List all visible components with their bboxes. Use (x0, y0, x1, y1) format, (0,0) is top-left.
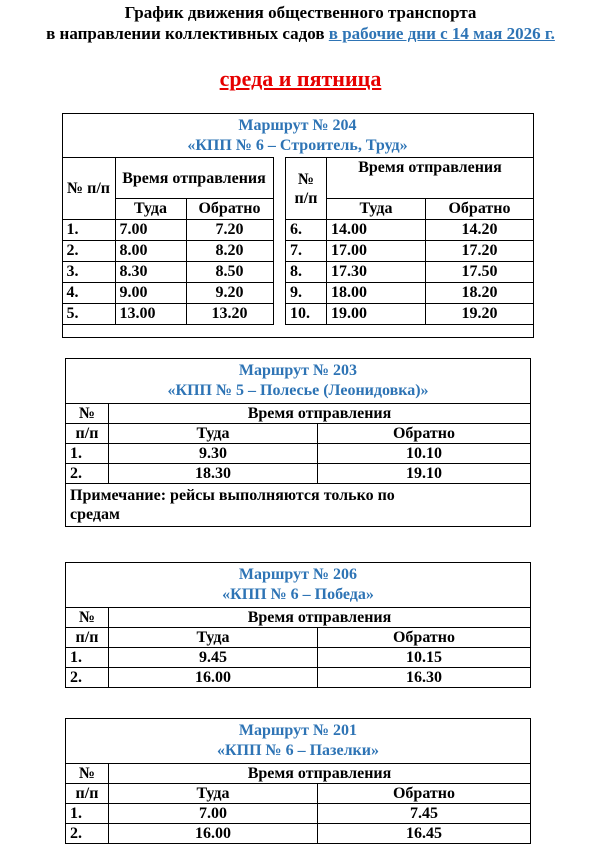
time-back: 7.20 (186, 220, 273, 241)
time-there: 17.00 (327, 241, 426, 262)
there-header: Туда (109, 628, 318, 648)
row-number: 1. (66, 804, 109, 824)
back-header: Обратно (318, 628, 531, 648)
back-header: Обратно (318, 424, 531, 444)
route-201-title: Маршрут № 201 (238, 722, 358, 739)
time-there: 17.30 (327, 262, 426, 283)
row-number: 2. (66, 668, 109, 688)
route-206-table (65, 562, 531, 688)
time-there: 16.00 (109, 824, 318, 844)
header-line-2 (0, 23, 601, 44)
num-header-top: № (66, 608, 109, 628)
time-back: 10.15 (318, 648, 531, 668)
time-back: 16.30 (318, 668, 531, 688)
time-back: 8.50 (186, 262, 273, 283)
route-203-note (66, 484, 531, 527)
route-204-subtitle: «КПП № 6 – Строитель, Труд» (187, 137, 408, 154)
route-206-subtitle: «КПП № 6 – Победа» (222, 586, 374, 603)
days-label: среда и пятница (219, 66, 382, 91)
time-there: 7.00 (115, 220, 186, 241)
time-there: 8.00 (115, 241, 186, 262)
back-header: Обратно (318, 784, 531, 804)
time-back: 19.20 (426, 304, 534, 325)
time-header: Время отправления (109, 404, 531, 424)
num-header-bottom: п/п (66, 784, 109, 804)
row-number: 3. (62, 262, 115, 283)
route-203-subtitle: «КПП № 5 – Полесье (Леонидовка)» (167, 382, 429, 399)
row-number: 8. (286, 262, 327, 283)
num-header-bottom: п/п (66, 628, 109, 648)
time-there: 9.00 (115, 283, 186, 304)
time-header: Время отправления (109, 764, 531, 784)
table-row (286, 262, 534, 283)
num-header-top: № (66, 404, 109, 424)
row-number: 9. (286, 283, 327, 304)
note-line-2: средам (70, 506, 120, 523)
time-back: 14.20 (426, 220, 534, 241)
route-206-title-cell (66, 563, 531, 608)
time-back: 18.20 (426, 283, 534, 304)
time-there: 16.00 (109, 668, 318, 688)
time-back: 8.20 (186, 241, 273, 262)
document-header (0, 0, 601, 44)
time-header: Время отправления (115, 158, 273, 199)
num-header-top: № (66, 764, 109, 784)
row-number: 1. (62, 220, 115, 241)
time-there: 9.45 (109, 648, 318, 668)
time-there: 9.30 (109, 444, 318, 464)
table-row (286, 220, 534, 241)
time-there: 7.00 (109, 804, 318, 824)
time-back: 17.20 (426, 241, 534, 262)
row-number: 2. (62, 241, 115, 262)
route-204-title-block (63, 114, 532, 156)
time-there: 8.30 (115, 262, 186, 283)
time-back: 13.20 (186, 304, 273, 325)
table-row (62, 262, 273, 283)
there-header: Туда (109, 424, 318, 444)
time-there: 19.00 (327, 304, 426, 325)
row-number: 1. (66, 444, 109, 464)
header-date-highlight: в рабочие дни с 14 мая 2026 г. (328, 24, 555, 43)
table-row (62, 241, 273, 262)
time-back: 9.20 (186, 283, 273, 304)
route-201-subtitle: «КПП № 6 – Пазелки» (217, 742, 379, 759)
row-number: 10. (286, 304, 327, 325)
row-number: 2. (66, 464, 109, 484)
time-there: 13.00 (115, 304, 186, 325)
row-number: 5. (62, 304, 115, 325)
row-number: 1. (66, 648, 109, 668)
num-header: № п/п (62, 158, 115, 220)
header-line-2-prefix: в направлении коллективных садов (46, 24, 329, 43)
route-204-right-table (285, 157, 534, 325)
back-header: Обратно (186, 199, 273, 220)
route-203-title: Маршрут № 203 (238, 362, 358, 379)
table-row (62, 220, 273, 241)
route-204-left-table (62, 157, 274, 325)
back-header: Обратно (426, 199, 534, 220)
time-header: Время отправления (327, 158, 534, 199)
there-header: Туда (115, 199, 186, 220)
time-there: 18.30 (109, 464, 318, 484)
row-number: 7. (286, 241, 327, 262)
time-back: 7.45 (318, 804, 531, 824)
time-back: 17.50 (426, 262, 534, 283)
table-row (62, 304, 273, 325)
route-203-title-cell (66, 359, 531, 404)
header-line-1: График движения общественного транспорта (124, 3, 477, 22)
there-header: Туда (327, 199, 426, 220)
route-201-table (65, 718, 531, 844)
there-header: Туда (109, 784, 318, 804)
time-back: 10.10 (318, 444, 531, 464)
num-header-bottom: п/п (66, 424, 109, 444)
time-there: 14.00 (327, 220, 426, 241)
table-row (62, 283, 273, 304)
table-row (66, 804, 531, 824)
row-number: 6. (286, 220, 327, 241)
note-line-1: Примечание: рейсы выполняются только по (70, 487, 395, 504)
route-206-title: Маршрут № 206 (238, 566, 358, 583)
row-number: 4. (62, 283, 115, 304)
route-204-block (62, 113, 534, 338)
table-row (66, 668, 531, 688)
route-203-table (65, 358, 531, 527)
table-row (66, 444, 531, 464)
time-back: 16.45 (318, 824, 531, 844)
table-row (286, 241, 534, 262)
time-back: 19.10 (318, 464, 531, 484)
route-201-title-cell (66, 719, 531, 764)
table-row (66, 464, 531, 484)
table-row (286, 283, 534, 304)
route-204-title: Маршрут № 204 (238, 117, 357, 134)
table-row (66, 648, 531, 668)
time-there: 18.00 (327, 283, 426, 304)
table-row (286, 304, 534, 325)
time-header: Время отправления (109, 608, 531, 628)
table-row (66, 824, 531, 844)
num-header: № п/п (286, 158, 327, 220)
row-number: 2. (66, 824, 109, 844)
